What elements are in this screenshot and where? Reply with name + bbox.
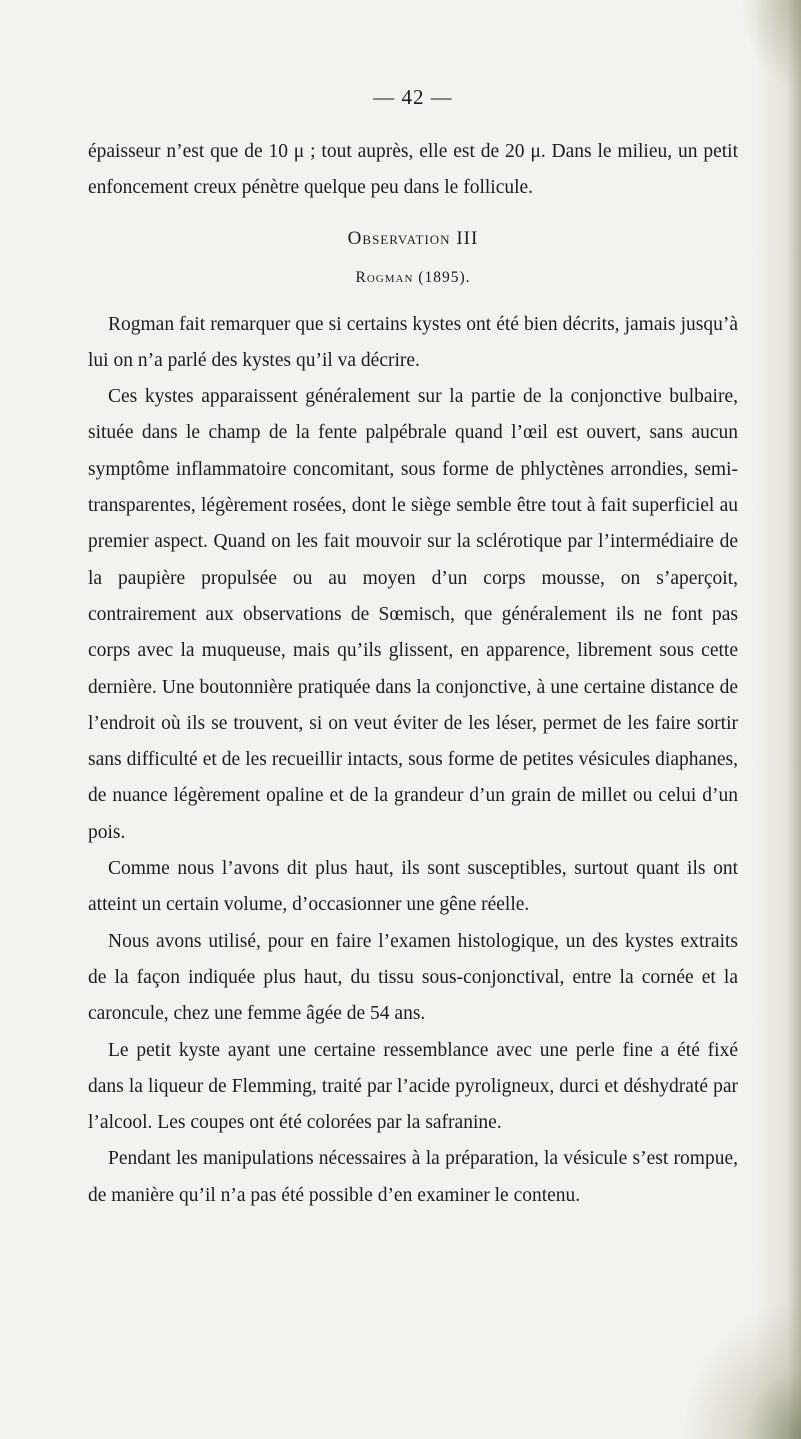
paragraph-continuation: épaisseur n’est que de 10 μ ; tout auprès, elle est de 20 μ. Dans le milieu, un petit enfoncement creux pénètre quelque peu dans le follicule. [88,141,738,199]
paragraph: Comme nous l’avons dit plus haut, ils sont susceptibles, surtout quant ils ont atteint un certain volume, d’occasionner une gêne réelle. [88,858,738,916]
paragraph: Le petit kyste ayant une certaine ressemblance avec une perle fine a été fixé dans la liqueur de Flemming, traité par l’acide pyroligneux, durci et déshydraté par l’alcool. Les coupes ont été colorées par la safranine. [88,1039,738,1134]
paragraph: Pendant les manipulations nécessaires à la préparation, la vésicule s’est rompue, de manière qu’il n’a pas été possible d’en examiner le contenu. [88,1148,738,1206]
page-top-corner-stain [741,0,801,90]
page-corner-stain [681,1299,801,1439]
observation-heading: Observation III [347,227,479,249]
page-text [88,82,738,1214]
paragraph: Rogman fait remarquer que si certains kystes ont été bien décrits, jamais jusqu’à lui on n’a parlé des kystes qu’il va décrire. [88,313,738,371]
page-edge-shadow [755,0,801,1439]
page-number: — 42 — [373,85,453,109]
paragraph: Nous avons utilisé, pour en faire l’examen histologique, un des kystes extraits de la façon indiquée plus haut, du tissu sous-conjonctival, entre la cornée et la caroncule, chez une femme âgée de 54 ans. [88,930,738,1025]
observation-subheading: Rogman (1895). [355,268,471,286]
paragraph: Ces kystes apparaissent généralement sur la partie de la conjonctive bulbaire, située dans le champ de la fente palpébrale quand l’œil est ouvert, sans aucun symptôme inflammatoire concomitant, sous forme de phlyctènes arrondies, semi-transparentes, légèrement rosées, dont le siège semble être tout à fait superficiel au premier aspect. Quand on les fait mouvoir sur la sclérotique par l’intermédiaire de la paupière propulsée ou au moyen d’un corps mousse, on s’aperçoit, contrairement aux observations de Sœmisch, que généralement ils ne font pas corps avec la muqueuse, mais qu’ils glissent, en apparence, librement sous cette dernière. Une boutonnière pratiquée dans la conjonctive, à une certaine distance de l’endroit où ils se trouvent, si on veut éviter de les léser, permet de les faire sortir sans difficulté et de les recueillir intacts, sous forme de petites vésicules diaphanes, de nuance légèrement opaline et de la grandeur d’un grain de millet ou celui d’un pois. [88,386,738,843]
